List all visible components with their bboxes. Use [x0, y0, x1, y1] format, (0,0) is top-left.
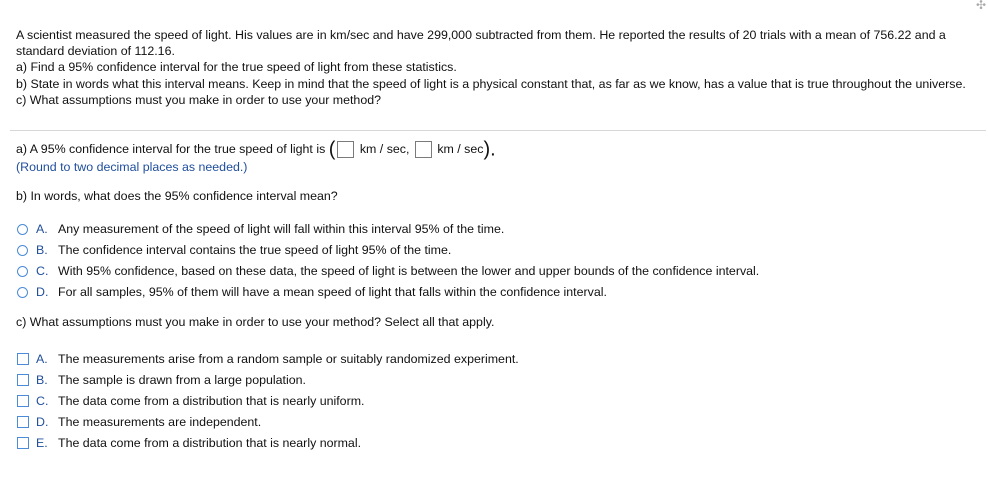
radio-button[interactable] — [17, 245, 28, 256]
question-intro: A scientist measured the speed of light. His values are in km/sec and have 299,000 subtracted from them. He reported the results of 20 trials with a mean of 756.22 and a standard deviation of 112.16. — [16, 28, 946, 59]
option-c-e[interactable]: E. The data come from a distribution that is nearly normal. — [17, 436, 361, 450]
checkbox[interactable] — [17, 374, 29, 386]
answer-b-prompt: b) In words, what does the 95% confidence interval mean? — [16, 189, 338, 203]
checkbox[interactable] — [17, 437, 29, 449]
puzzle-icon: ✣ — [975, 0, 986, 12]
question-part-c: c) What assumptions must you make in order to use your method? — [16, 92, 381, 107]
question-part-b: b) State in words what this interval means. Keep in mind that the speed of light is a physical constant that, as far as we know, has a value that is true throughout the universe. — [16, 76, 966, 91]
option-c-d[interactable]: D. The measurements are independent. — [17, 415, 261, 429]
option-c-b[interactable]: B. The sample is drawn from a large population. — [17, 373, 306, 387]
checkbox[interactable] — [17, 353, 29, 365]
round-note: (Round to two decimal places as needed.) — [16, 160, 248, 174]
unit-label-2: km / sec — [437, 141, 484, 156]
option-c-a[interactable]: A. The measurements arise from a random sample or suitably randomized experiment. — [17, 352, 519, 366]
option-b-d[interactable]: D. For all samples, 95% of them will have a mean speed of light that falls within the confidence interval. — [17, 285, 607, 299]
lower-bound-input[interactable] — [337, 141, 354, 158]
option-b-a[interactable]: A. Any measurement of the speed of light will fall within this interval 95% of the time. — [17, 222, 504, 236]
question-part-a: a) Find a 95% confidence interval for the true speed of light from these statistics. — [16, 60, 457, 75]
radio-button[interactable] — [17, 287, 28, 298]
checkbox[interactable] — [17, 416, 29, 428]
divider — [10, 130, 986, 131]
unit-label-1: km / sec, — [359, 141, 410, 156]
open-paren: ( — [328, 138, 336, 161]
answer-a-prefix: a) A 95% confidence interval for the true speed of light is — [16, 141, 326, 156]
option-c-c[interactable]: C. The data come from a distribution that is nearly uniform. — [17, 394, 364, 408]
upper-bound-input[interactable] — [415, 141, 432, 158]
checkbox[interactable] — [17, 395, 29, 407]
question-text — [16, 27, 966, 108]
option-b-b[interactable]: B. The confidence interval contains the true speed of light 95% of the time. — [17, 243, 451, 257]
answer-c-prompt: c) What assumptions must you make in order to use your method? Select all that apply. — [16, 315, 495, 329]
close-paren: ). — [483, 138, 496, 161]
option-b-c[interactable]: C. With 95% confidence, based on these data, the speed of light is between the lower and upper bounds of the confidence interval. — [17, 264, 759, 278]
answer-a-row — [16, 138, 496, 161]
radio-button[interactable] — [17, 266, 28, 277]
radio-button[interactable] — [17, 224, 28, 235]
